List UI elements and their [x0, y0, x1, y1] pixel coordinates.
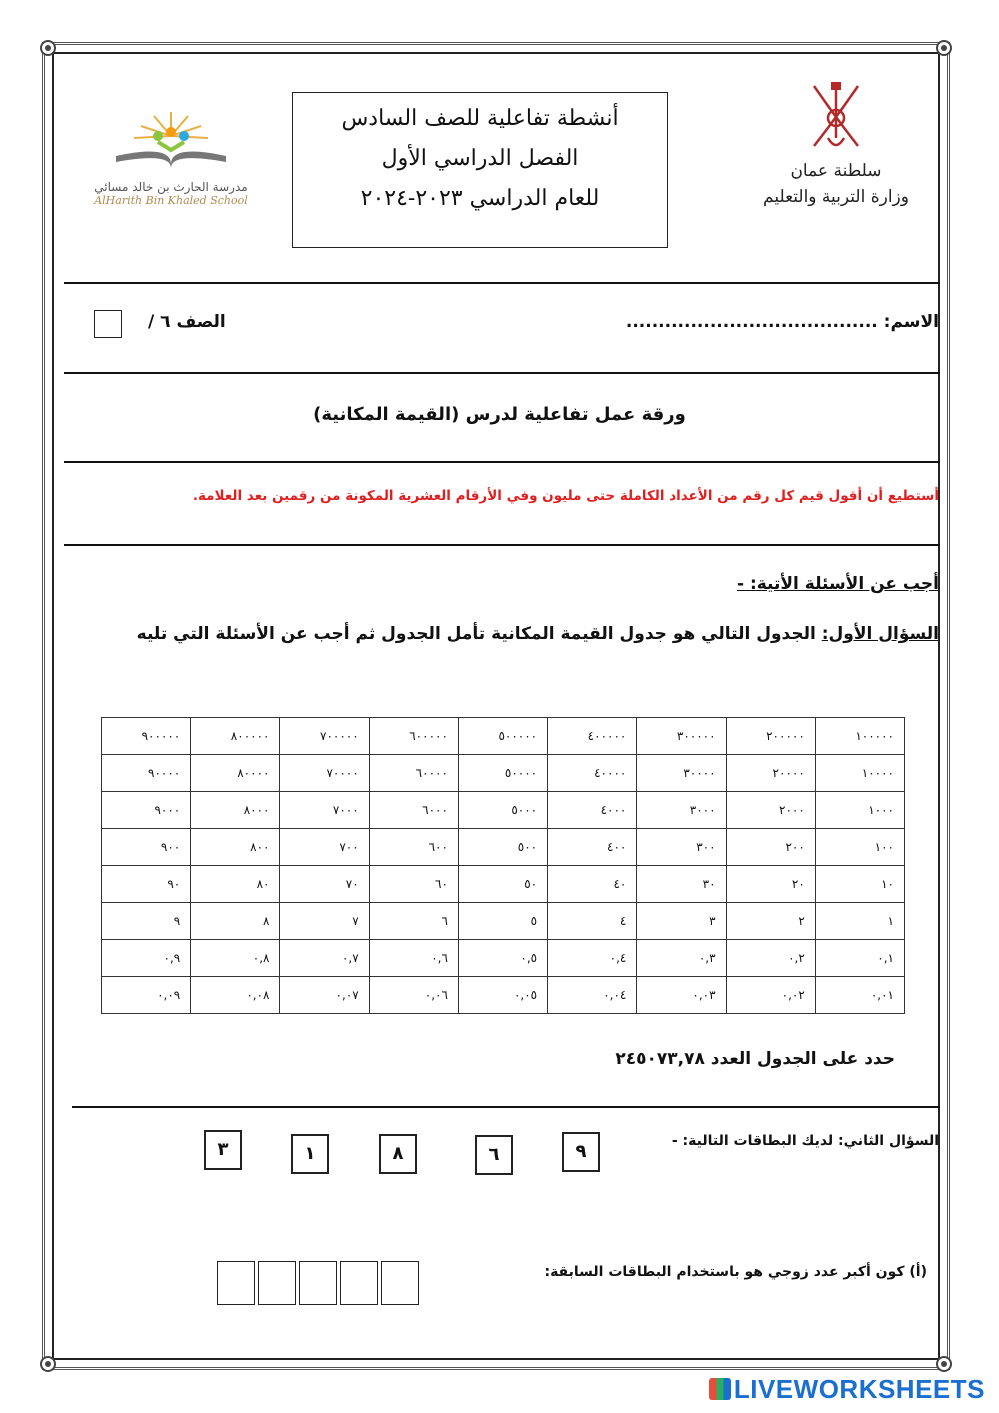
corner-ornament-icon	[40, 1356, 56, 1372]
table-cell[interactable]: ٤	[548, 903, 637, 940]
table-cell[interactable]: ١	[815, 903, 904, 940]
table-cell[interactable]: ٠,٥	[458, 940, 547, 977]
table-cell[interactable]: ٤٠٠	[548, 829, 637, 866]
header-title-box	[292, 92, 668, 248]
header-title-line: أنشطة تفاعلية للصف السادس	[341, 106, 619, 131]
table-cell[interactable]: ٢	[726, 903, 815, 940]
table-cell[interactable]: ٧	[280, 903, 369, 940]
oman-emblem-icon	[804, 78, 868, 154]
table-cell[interactable]: ٠,١	[815, 940, 904, 977]
table-row	[102, 829, 905, 866]
table-cell[interactable]: ٣٠٠٠	[637, 792, 726, 829]
table-cell[interactable]: ٠,٠٩	[102, 977, 191, 1014]
table-cell[interactable]: ٣٠	[637, 866, 726, 903]
table-row	[102, 718, 905, 755]
table-row	[102, 792, 905, 829]
table-row	[102, 755, 905, 792]
table-cell[interactable]: ١٠	[815, 866, 904, 903]
table-cell[interactable]: ٣٠٠٠٠٠	[637, 718, 726, 755]
table-cell[interactable]: ٠,٨	[191, 940, 280, 977]
table-cell[interactable]: ٧٠٠	[280, 829, 369, 866]
table-cell[interactable]: ٤٠٠٠	[548, 792, 637, 829]
table-cell[interactable]: ٨٠٠٠٠٠	[191, 718, 280, 755]
student-name-field[interactable]: الاسم: .......................................	[625, 312, 939, 332]
table-cell[interactable]: ٦٠٠	[369, 829, 458, 866]
school-name-ar: مدرسة الحارث بن خالد مسائي	[94, 180, 248, 194]
table-cell[interactable]: ٨	[191, 903, 280, 940]
table-cell[interactable]: ٣٠٠٠٠	[637, 755, 726, 792]
ministry-name-line: سلطنة عمان	[790, 161, 882, 181]
table-cell[interactable]: ٨٠٠٠٠	[191, 755, 280, 792]
table-cell[interactable]: ٤٠٠٠٠٠	[548, 718, 637, 755]
table-cell[interactable]: ٠,٠١	[815, 977, 904, 1014]
answer-digit-box[interactable]	[340, 1261, 378, 1305]
table-cell[interactable]: ٤٠	[548, 866, 637, 903]
liveworksheets-watermark	[709, 1374, 985, 1405]
table-row	[102, 903, 905, 940]
corner-ornament-icon	[936, 1356, 952, 1372]
worksheet-title: ورقة عمل تفاعلية لدرس (القيمة المكانية)	[313, 404, 686, 425]
corner-ornament-icon	[936, 40, 952, 56]
table-cell[interactable]: ٢٠٠٠٠٠	[726, 718, 815, 755]
school-logo	[86, 106, 256, 216]
table-cell[interactable]: ٠,٠٦	[369, 977, 458, 1014]
table-cell[interactable]: ٧٠٠٠٠	[280, 755, 369, 792]
table-cell[interactable]: ١٠٠٠	[815, 792, 904, 829]
divider	[64, 372, 940, 374]
question2-part-a: (أ) كون أكبر عدد زوجي هو باستخدام البطاقات السابقة:	[544, 1264, 927, 1280]
table-cell[interactable]: ٦٠	[369, 866, 458, 903]
table-cell[interactable]: ٠,٧	[280, 940, 369, 977]
table-cell[interactable]: ١٠٠٠٠٠	[815, 718, 904, 755]
divider	[64, 282, 940, 284]
watermark-text: LIVEWORKSHEETS	[733, 1374, 985, 1404]
table-cell[interactable]: ٨٠٠	[191, 829, 280, 866]
divider	[72, 1106, 940, 1108]
liveworksheets-logo-icon	[709, 1378, 731, 1400]
table-cell[interactable]: ٠,٣	[637, 940, 726, 977]
class-section-box[interactable]	[94, 310, 122, 338]
number-card[interactable]: ٩	[562, 1132, 600, 1172]
table-cell[interactable]: ٣	[637, 903, 726, 940]
number-card[interactable]: ٨	[379, 1134, 417, 1174]
table-cell[interactable]: ٠,٠٧	[280, 977, 369, 1014]
question1-prompt: حدد على الجدول العدد ٢٤٥٠٧٣,٧٨	[615, 1049, 895, 1069]
ministry-logo	[756, 78, 916, 228]
table-cell[interactable]: ٢٠	[726, 866, 815, 903]
answer-digit-box[interactable]	[299, 1261, 337, 1305]
answer-digit-box[interactable]	[258, 1261, 296, 1305]
table-row	[102, 866, 905, 903]
divider	[64, 544, 940, 546]
table-cell[interactable]: ٥٠٠٠٠	[458, 755, 547, 792]
table-cell[interactable]: ٥٠٠٠	[458, 792, 547, 829]
divider	[64, 461, 940, 463]
place-value-table	[101, 717, 905, 1014]
table-cell[interactable]: ٠,٩	[102, 940, 191, 977]
question1-label: السؤال الأول:	[821, 624, 939, 644]
question2-label: السؤال الثاني: لديك البطاقات التالية: -	[671, 1133, 939, 1149]
table-cell[interactable]: ٩٠٠٠٠	[102, 755, 191, 792]
table-cell[interactable]: ٧٠٠٠	[280, 792, 369, 829]
table-cell[interactable]: ٠,٠٤	[548, 977, 637, 1014]
table-cell[interactable]: ٣٠٠	[637, 829, 726, 866]
table-cell[interactable]: ٦٠٠٠٠	[369, 755, 458, 792]
table-cell[interactable]: ٦	[369, 903, 458, 940]
table-cell[interactable]: ٧٠	[280, 866, 369, 903]
table-cell[interactable]: ٠,٠٣	[637, 977, 726, 1014]
table-cell[interactable]: ١٠٠	[815, 829, 904, 866]
answer-digit-box[interactable]	[381, 1261, 419, 1305]
table-cell[interactable]: ٠,٦	[369, 940, 458, 977]
table-cell[interactable]: ٢٠٠٠	[726, 792, 815, 829]
table-cell[interactable]: ٢٠٠٠٠	[726, 755, 815, 792]
header-title-line: للعام الدراسي ٢٠٢٣-٢٠٢٤	[360, 186, 600, 211]
table-cell[interactable]: ٩٠٠٠	[102, 792, 191, 829]
header-title-line: الفصل الدراسي الأول	[381, 146, 579, 171]
table-cell[interactable]: ٩	[102, 903, 191, 940]
table-cell[interactable]: ٥٠٠	[458, 829, 547, 866]
school-name-en: AlHarith Bin Khaled School	[94, 194, 248, 207]
table-cell[interactable]: ٦٠٠٠	[369, 792, 458, 829]
table-cell[interactable]: ٩٠	[102, 866, 191, 903]
table-cell[interactable]: ٥٠	[458, 866, 547, 903]
table-cell[interactable]: ٧٠٠٠٠٠	[280, 718, 369, 755]
table-cell[interactable]: ٦٠٠٠٠٠	[369, 718, 458, 755]
table-cell[interactable]: ٠,٠٥	[458, 977, 547, 1014]
table-row	[102, 940, 905, 977]
number-card[interactable]: ٦	[475, 1135, 513, 1175]
corner-ornament-icon	[40, 40, 56, 56]
answer-digit-box[interactable]	[217, 1261, 255, 1305]
table-cell[interactable]: ١٠٠٠٠	[815, 755, 904, 792]
table-cell[interactable]: ٠,٢	[726, 940, 815, 977]
table-cell[interactable]: ٥	[458, 903, 547, 940]
ministry-name-line: وزارة التربية والتعليم	[763, 187, 909, 207]
table-cell[interactable]: ٥٠٠٠٠٠	[458, 718, 547, 755]
number-card[interactable]: ٣	[204, 1130, 242, 1170]
table-cell[interactable]: ٨٠٠٠	[191, 792, 280, 829]
question1-header	[137, 624, 939, 644]
table-cell[interactable]: ٤٠٠٠٠	[548, 755, 637, 792]
table-cell[interactable]: ٠,٠٨	[191, 977, 280, 1014]
table-cell[interactable]: ٢٠٠	[726, 829, 815, 866]
question1-text: الجدول التالي هو جدول القيمة المكانية تأمل الجدول ثم أجب عن الأسئلة التي تليه	[136, 624, 822, 644]
table-row	[102, 977, 905, 1014]
learning-objective: أستطيع أن أقول قيم كل رقم من الأعداد الكاملة حتى مليون وفي الأرقام العشرية المكونة من رقمين بعد العلامة.	[192, 488, 939, 504]
table-cell[interactable]: ٩٠٠	[102, 829, 191, 866]
instructions: أجب عن الأسئلة الأتية: -	[736, 574, 939, 594]
table-cell[interactable]: ٠,٠٢	[726, 977, 815, 1014]
table-cell[interactable]: ٨٠	[191, 866, 280, 903]
table-cell[interactable]: ٠,٤	[548, 940, 637, 977]
school-book-icon	[96, 106, 246, 172]
number-card[interactable]: ١	[291, 1134, 329, 1174]
table-cell[interactable]: ٩٠٠٠٠٠	[102, 718, 191, 755]
class-label: الصف ٦ /	[148, 312, 226, 332]
